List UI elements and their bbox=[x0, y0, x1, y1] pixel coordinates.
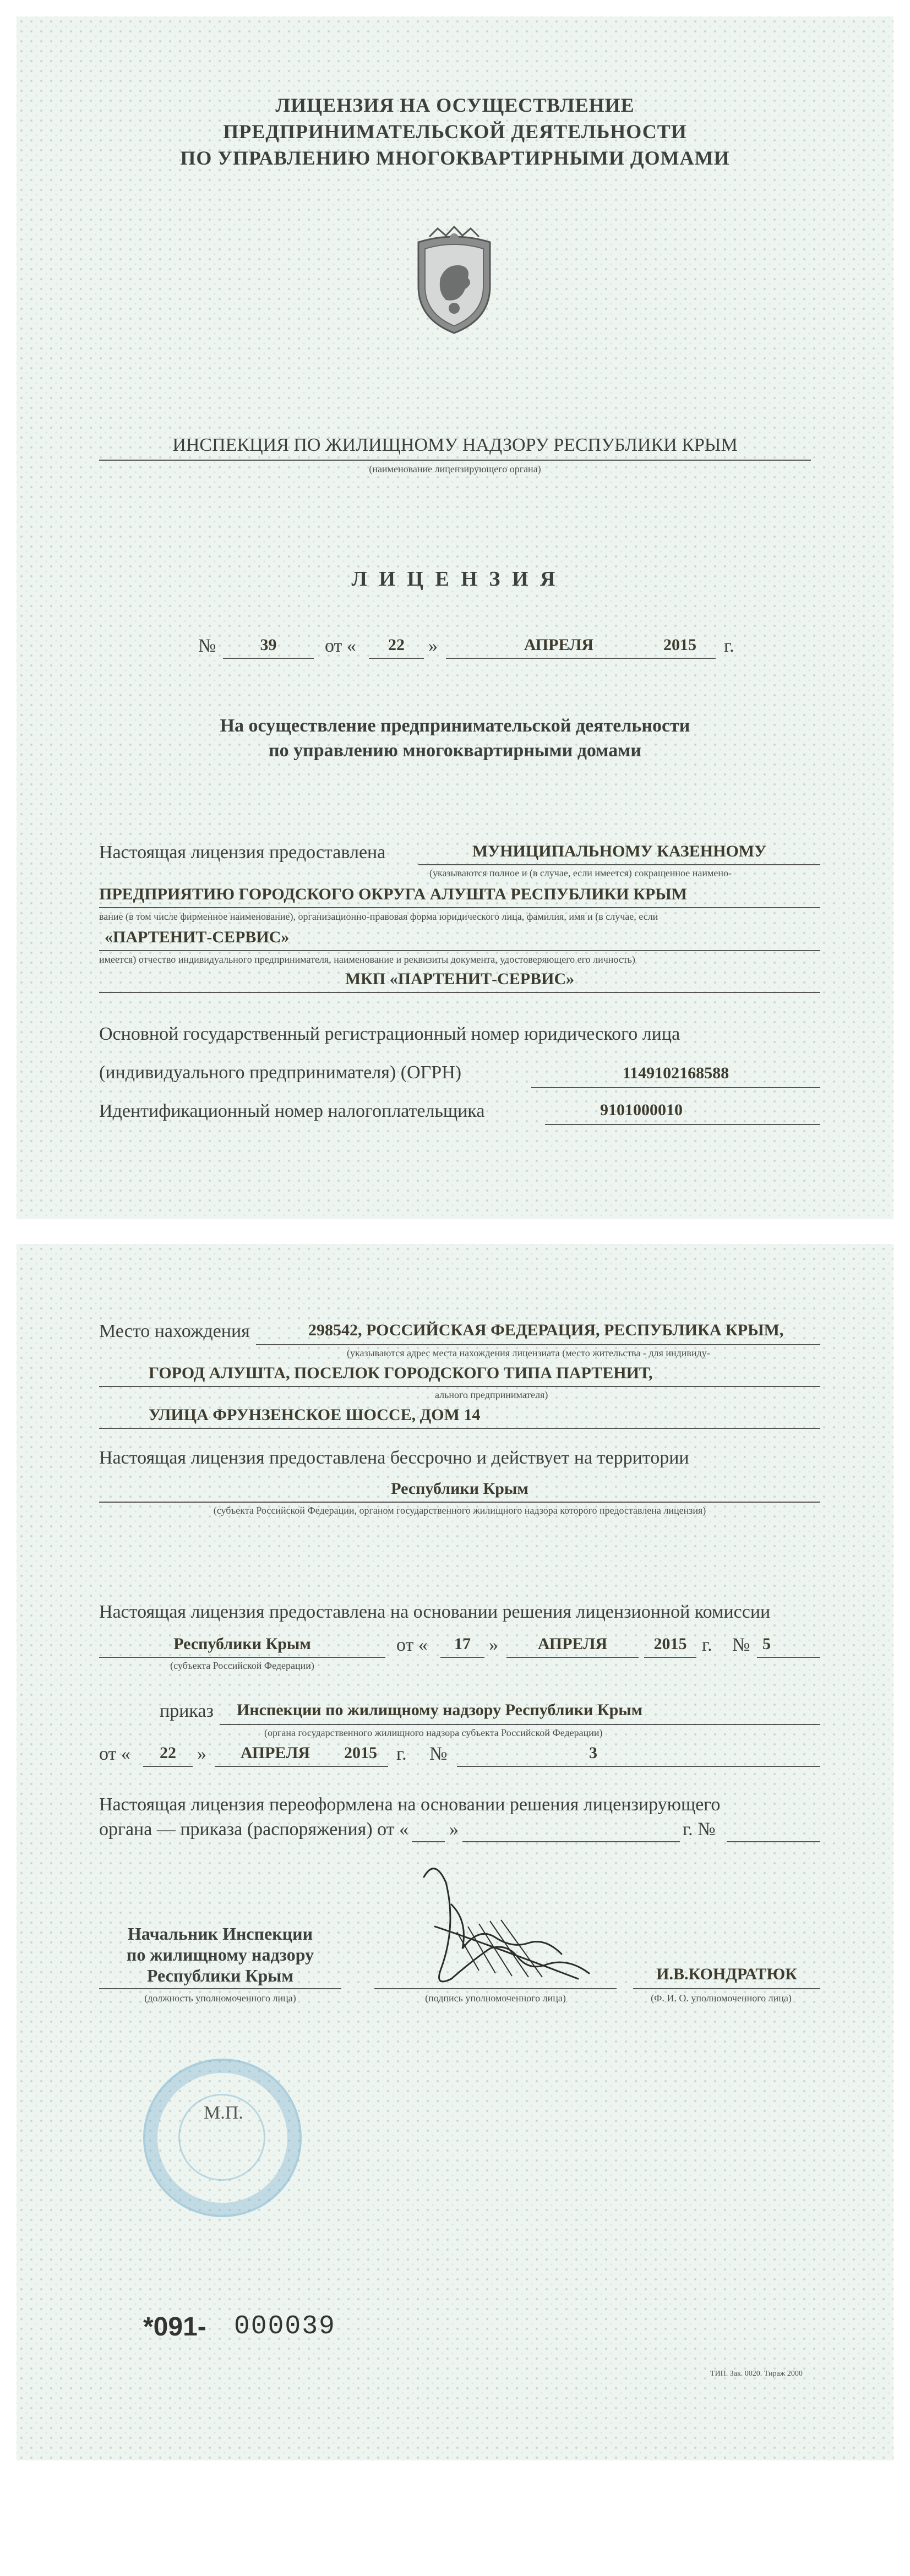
order-month: АПРЕЛЯ bbox=[240, 1744, 310, 1762]
grantee-caption-2: вание (в том числе фирменное наименование), организационно-правовая форма юридического лица, фамилия, имя и (в случае, если bbox=[99, 911, 658, 922]
name-underline bbox=[633, 1988, 820, 1989]
location-underline-2 bbox=[99, 1386, 820, 1387]
grantee-underline-1 bbox=[418, 864, 820, 865]
order-caption: (органа государственного жилищного надзора субъекта Российской Федерации) bbox=[264, 1727, 603, 1738]
location-caption-1: (указываются адрес места нахождения лицензиата (место жительства - для индивиду- bbox=[347, 1347, 710, 1358]
name-caption: (Ф. И. О. уполномоченного лица) bbox=[651, 1993, 792, 2004]
header-line-3: ПО УПРАВЛЕНИЮ МНОГОКВАРТИРНЫМИ ДОМАМИ bbox=[180, 147, 730, 169]
location-value-1: 298542, РОССИЙСКАЯ ФЕДЕРАЦИЯ, РЕСПУБЛИКА КРЫМ, bbox=[308, 1321, 784, 1339]
signature-underline bbox=[374, 1988, 617, 1989]
stamp-label: М.П. bbox=[204, 2103, 243, 2123]
commission-month-underline bbox=[506, 1657, 639, 1658]
commission-label: Настоящая лицензия предоставлена на основании решения лицензионной комиссии bbox=[99, 1602, 771, 1622]
grantee-caption-3: имеется) отчество индивидуального предпринимателя, наименование и реквизиты документа, удостоверяющего его личность) bbox=[99, 954, 635, 965]
commission-month: АПРЕЛЯ bbox=[537, 1635, 608, 1653]
official-seal bbox=[143, 2059, 302, 2217]
inn-underline bbox=[545, 1124, 820, 1125]
license-from-label: от « bbox=[325, 636, 356, 656]
territory-underline bbox=[99, 1502, 820, 1503]
location-caption-2: ального предпринимателя) bbox=[435, 1389, 548, 1400]
inn-value: 9101000010 bbox=[600, 1101, 683, 1119]
license-front-page bbox=[17, 17, 893, 1219]
license-year: 2015 bbox=[663, 636, 696, 654]
commission-year-suffix: г. bbox=[702, 1635, 712, 1655]
purpose-line-2: по управлению многоквартирными домами bbox=[269, 740, 641, 761]
purpose-line-1: На осуществление предпринимательской деятельности bbox=[220, 716, 690, 736]
commission-number: 5 bbox=[762, 1635, 771, 1653]
reissue-month-underline bbox=[462, 1841, 680, 1842]
order-number-prefix: № bbox=[429, 1744, 448, 1764]
location-label: Место нахождения bbox=[99, 1321, 250, 1341]
reissue-day-underline bbox=[412, 1841, 445, 1842]
order-year-suffix: г. bbox=[396, 1744, 407, 1764]
territory-label: Настоящая лицензия предоставлена бессрочно и действует на территории bbox=[99, 1448, 689, 1468]
grantee-value-1: МУНИЦИПАЛЬНОМУ КАЗЕННОМУ bbox=[472, 842, 767, 860]
signature-caption: (подпись уполномоченного лица) bbox=[425, 1993, 566, 2004]
order-number: 3 bbox=[589, 1744, 597, 1762]
grantee-underline-3 bbox=[99, 950, 820, 951]
location-value-2: ГОРОД АЛУШТА, ПОСЕЛОК ГОРОДСКОГО ТИПА ПАРТЕНИТ, bbox=[149, 1364, 653, 1382]
inn-label: Идентификационный номер налогоплательщика bbox=[99, 1101, 485, 1121]
day-underline bbox=[369, 658, 424, 659]
signer-position-3: Республики Крым bbox=[146, 1966, 294, 1985]
signature-image bbox=[402, 1860, 611, 1998]
serial-prefix: *091- bbox=[143, 2312, 206, 2342]
grantee-label: Настоящая лицензия предоставлена bbox=[99, 842, 386, 863]
commission-number-underline bbox=[757, 1657, 820, 1658]
ogrn-underline bbox=[531, 1087, 820, 1088]
reissue-number-underline bbox=[727, 1841, 820, 1842]
signer-position-2: по жилищному надзору bbox=[126, 1945, 314, 1964]
grantee-underline-4 bbox=[99, 992, 820, 993]
grantee-value-4: МКП «ПАРТЕНИТ-СЕРВИС» bbox=[345, 970, 575, 988]
commission-day-underline bbox=[440, 1657, 484, 1658]
coat-of-arms-icon bbox=[407, 226, 501, 336]
territory-value: Республики Крым bbox=[391, 1480, 528, 1498]
printer-note: ТИП. Зак. 0020. Тираж 2000 bbox=[710, 2370, 803, 2378]
license-month: АПРЕЛЯ bbox=[524, 636, 594, 654]
month-underline bbox=[446, 658, 672, 659]
license-back-page bbox=[17, 1244, 893, 2460]
commission-day: 17 bbox=[454, 1635, 471, 1653]
territory-caption: (субъекта Российской Федерации, органом государственного жилищного надзора которого предоставлена лицензия) bbox=[213, 1505, 706, 1516]
order-year-underline bbox=[333, 1766, 388, 1767]
commission-number-prefix: № bbox=[732, 1635, 750, 1655]
authority-underline bbox=[99, 460, 811, 461]
commission-from-label: от « bbox=[396, 1635, 428, 1655]
header-line-2: ПРЕДПРИНИМАТЕЛЬСКОЙ ДЕЯТЕЛЬНОСТИ bbox=[223, 121, 687, 143]
reissue-line-2b: » bbox=[449, 1819, 459, 1840]
license-number-prefix: № bbox=[198, 636, 216, 656]
order-year: 2015 bbox=[344, 1744, 377, 1762]
ogrn-label-2: (индивидуального предпринимателя) (ОГРН) bbox=[99, 1062, 462, 1083]
signer-position-1: Начальник Инспекции bbox=[127, 1924, 313, 1944]
grantee-value-2: ПРЕДПРИЯТИЮ ГОРОДСКОГО ОКРУГА АЛУШТА РЕСПУБЛИКИ КРЫМ bbox=[99, 885, 687, 903]
licensing-authority: ИНСПЕКЦИЯ ПО ЖИЛИЩНОМУ НАДЗОРУ РЕСПУБЛИКИ КРЫМ bbox=[172, 435, 738, 455]
commission-subject: Республики Крым bbox=[173, 1635, 311, 1653]
location-underline-3 bbox=[99, 1428, 820, 1429]
commission-subject-underline bbox=[99, 1657, 385, 1658]
number-underline bbox=[223, 658, 314, 659]
order-from-label: от « bbox=[99, 1744, 130, 1764]
grantee-value-3: «ПАРТЕНИТ-СЕРВИС» bbox=[105, 928, 290, 946]
reissue-line-2c: г. № bbox=[683, 1819, 716, 1840]
license-title: Л И Ц Е Н З И Я bbox=[351, 567, 559, 591]
position-underline bbox=[99, 1988, 341, 1989]
reissue-line-1: Настоящая лицензия переоформлена на основании решения лицензирующего bbox=[99, 1794, 721, 1815]
commission-year: 2015 bbox=[653, 1635, 687, 1653]
order-day-close: » bbox=[197, 1744, 206, 1764]
grantee-caption-1: (указываются полное и (в случае, если имеется) сокращенное наимено- bbox=[429, 867, 732, 878]
year-underline bbox=[644, 658, 716, 659]
location-value-3: УЛИЦА ФРУНЗЕНСКОЕ ШОССЕ, ДОМ 14 bbox=[149, 1406, 481, 1424]
reissue-line-2a: органа — приказа (распоряжения) от « bbox=[99, 1819, 409, 1840]
serial-number: 000039 bbox=[234, 2312, 336, 2342]
order-month-underline bbox=[215, 1766, 336, 1767]
license-day: 22 bbox=[388, 636, 405, 654]
location-underline-1 bbox=[256, 1344, 820, 1345]
order-number-underline bbox=[457, 1766, 820, 1767]
order-day: 22 bbox=[160, 1744, 176, 1762]
authority-caption: (наименование лицензирующего органа) bbox=[369, 463, 541, 474]
license-number: 39 bbox=[260, 636, 277, 654]
ogrn-label-1: Основной государственный регистрационный номер юридического лица bbox=[99, 1024, 680, 1044]
order-underline bbox=[220, 1724, 820, 1725]
license-day-close: » bbox=[428, 636, 438, 656]
grantee-underline-2 bbox=[99, 907, 820, 908]
position-caption: (должность уполномоченного лица) bbox=[144, 1993, 296, 2004]
order-day-underline bbox=[143, 1766, 193, 1767]
commission-day-close: » bbox=[489, 1635, 498, 1655]
signer-name: И.В.КОНДРАТЮК bbox=[656, 1965, 797, 1983]
order-label: приказ bbox=[160, 1701, 214, 1721]
order-value: Инспекции по жилищному надзору Республики Крым bbox=[237, 1701, 643, 1719]
ogrn-value: 1149102168588 bbox=[622, 1064, 729, 1082]
header-line-1: ЛИЦЕНЗИЯ НА ОСУЩЕСТВЛЕНИЕ bbox=[275, 94, 635, 116]
commission-year-underline bbox=[644, 1657, 696, 1658]
commission-subject-caption: (субъекта Российской Федерации) bbox=[170, 1660, 314, 1671]
license-year-suffix: г. bbox=[724, 636, 734, 656]
